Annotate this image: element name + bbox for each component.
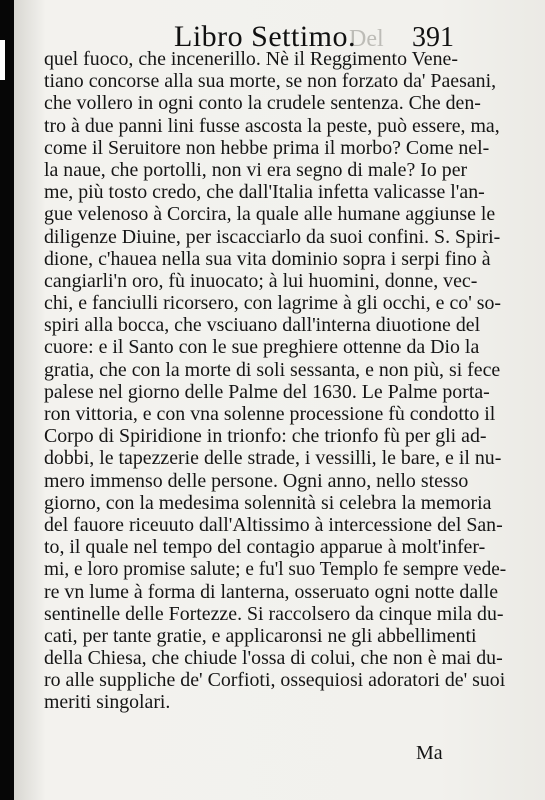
text-line: della Chiesa, che chiude l'ossa di colui, che non è mai du- (44, 647, 503, 670)
text-line: ro alle suppliche de' Corfioti, ossequiosi adoratori de' suoi (44, 669, 506, 692)
running-title: Libro Settimo. (174, 20, 356, 53)
text-line: palese nel giorno delle Palme del 1630. Le Palme porta- (44, 380, 490, 403)
text-line: quel fuoco, che incenerillo. Nè il Reggimento Vene- (44, 48, 458, 70)
body-text (44, 48, 507, 714)
text-line: cangiarli'n oro, fù inuocato; à lui huomini, donne, vec- (44, 269, 478, 292)
text-line: sentinelle delle Fortezze. Si raccolsero da cinque mila du- (44, 602, 504, 625)
text-line: diligenze Diuine, per iscacciarlo da suoi confini. S. Spiri- (44, 225, 501, 248)
text-line: come il Seruitore non hebbe prima il morbo? Come nel- (44, 136, 490, 159)
text-line: me, più tosto credo, che dall'Italia infetta valicasse l'an- (44, 181, 485, 204)
text-line: tro à due panni lini fusse ascosta la peste, può essere, ma, (44, 114, 500, 137)
bleed-through-text: Del (349, 26, 384, 52)
text-line: gratia, che con la morte di soli sessanta, e non più, si fece (44, 358, 501, 381)
text-line: mero immenso delle persone. Ogni anno, nello stesso (44, 469, 469, 492)
text-line: chi, e fanciulli ricorsero, con lagrime à gli occhi, e co' so- (44, 292, 502, 315)
text-line: del fauore riceuuto dall'Altissimo à intercessione del San- (44, 513, 503, 536)
page-number: 391 (412, 22, 454, 53)
text-line: la naue, che portolli, non vi era segno di male? Io per (44, 158, 468, 181)
text-line: gue velenoso à Corcira, la quale alle humane aggiunse le (44, 203, 496, 226)
text-line: to, il quale nel tempo del contagio apparue à molt'infer- (44, 536, 486, 559)
text-line: mi, e loro promise salute; e fu'l suo Templo fe sempre vede- (44, 558, 507, 581)
text-line: giorno, con la medesima solennità si celebra la memoria (44, 491, 492, 514)
text-line: cati, per tante gratie, e applicaronsi ne gli abbellimenti (44, 624, 477, 647)
text-line: Corpo di Spiridione in trionfo: che trionfo fù per gli ad- (44, 425, 487, 448)
text-line: ron vittoria, e con vna solenne processione fù condotto il (44, 403, 496, 425)
text-line: cuore: e il Santo con le sue preghiere ottenne da Dio la (44, 336, 480, 359)
page-gutter-shadow (0, 0, 14, 800)
text-line: re vn lume à forma di lanterna, osseruato ogni notte dalle (44, 580, 499, 603)
text-line: spiri alla bocca, che vsciuano dall'interna diuotione del (44, 314, 481, 337)
text-line: dione, c'hauea nella sua vita dominio sopra i serpi fino à (44, 247, 491, 270)
catchword: Ma (416, 742, 443, 764)
text-line: dobbi, le tapezzerie delle strade, i vessilli, le bare, e il nu- (44, 447, 502, 470)
scan-edge-strip (0, 40, 5, 80)
text-line: meriti singolari. (44, 691, 171, 714)
book-page (14, 0, 545, 800)
text-line: che vollero in ogni conto la crudele sentenza. Che den- (44, 92, 481, 115)
text-line: tiano concorse alla sua morte, se non forzato da' Paesani, (44, 70, 497, 93)
